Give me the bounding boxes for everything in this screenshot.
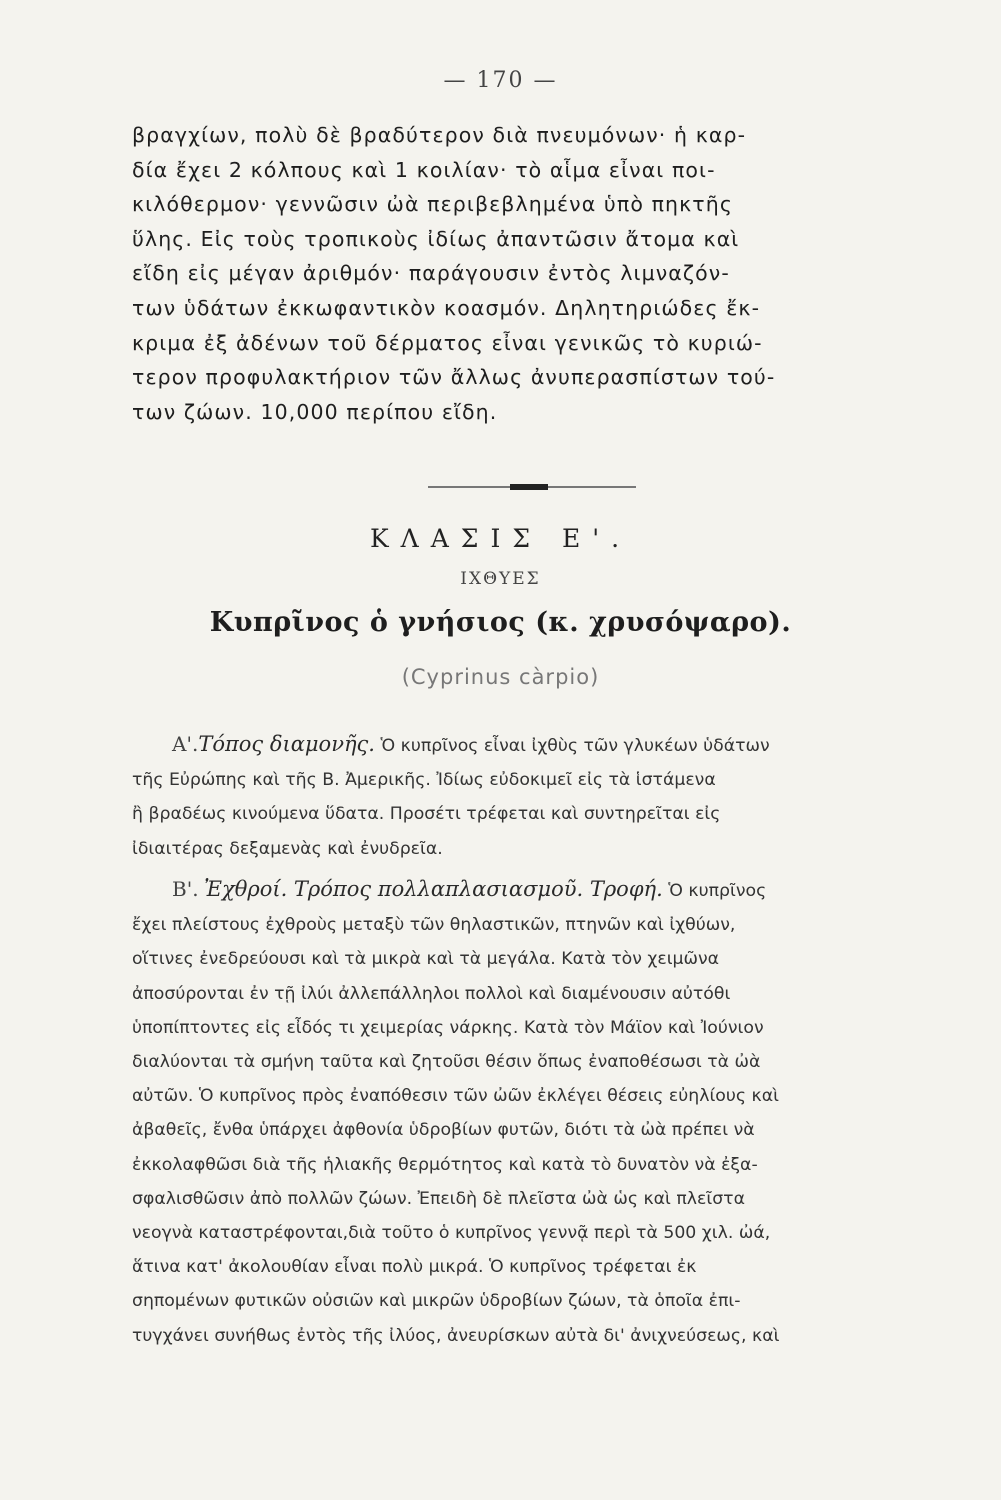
- text-line: ἀποσύρονται ἐν τῇ ἰλύι ἀλλεπάλληλοι πολλοὶ καὶ διαμένουσιν αὐτόθι: [132, 983, 731, 1004]
- section-habitat: [132, 727, 876, 866]
- section-heading: Ἐχθροί. Τρόπος πολλαπλασιασμοῦ. Τροφή.: [204, 877, 663, 901]
- text-line: ἅτινα κατ' ἀκολουθίαν εἶναι πολὺ μικρά. Ὁ κυπρῖνος τρέφεται ἐκ: [132, 1257, 697, 1278]
- latin-name: (Cyprinus càrpio): [401, 665, 600, 689]
- text-line: ἰδιαιτέρας δεξαμενὰς καὶ ἐνυδρεῖα.: [132, 838, 443, 859]
- text-line: οἵτινες ἐνεδρεύουσι καὶ τὰ μικρὰ καὶ τὰ μεγάλα. Κατὰ τὸν χειμῶνα: [132, 949, 720, 970]
- class-heading: ΚΛΑΣΙΣ Ε'.: [369, 524, 632, 553]
- section-text: Ὁ κυπρῖνος εἶναι ἰχθὺς τῶν γλυκέων ὑδάτων: [380, 736, 770, 756]
- text-line: κιλόθερμον· γεννῶσιν ὠὰ περιβεβλημένα ὑπὸ πηκτῆς: [132, 192, 733, 217]
- section-divider-ornament: [510, 484, 548, 490]
- text-line: βραγχίων, πολὺ δὲ βραδύτερον διὰ πνευμόνων· ἡ καρ-: [132, 123, 747, 147]
- text-line: σφαλισθῶσιν ἀπὸ πολλῶν ζώων. Ἐπειδὴ δὲ πλεῖστα ὠὰ ὡς καὶ πλεῖστα: [132, 1188, 745, 1209]
- species-title: Κυπρῖνος ὁ γνήσιος (κ. χρυσόψαρο).: [209, 607, 792, 638]
- section-text: Ὁ κυπρῖνος: [668, 881, 767, 901]
- page-number: — 170 —: [443, 68, 558, 93]
- text-line: ὕλης. Εἰς τοὺς τροπικοὺς ἰδίως ἀπαντῶσιν ἄτομα καὶ: [132, 226, 740, 251]
- text-line: τερον προφυλακτήριον τῶν ἄλλως ἀνυπερασπίστων τού-: [132, 365, 776, 390]
- text-line: διαλύονται τὰ σμήνη ταῦτα καὶ ζητοῦσι θέσιν ὅπως ἐναποθέσωσι τὰ ὠὰ: [132, 1052, 761, 1073]
- section-label: Β'.: [172, 877, 199, 901]
- text-line: τυγχάνει συνήθως ἐντὸς τῆς ἰλύος, ἀνευρίσκων αὐτὰ δι' ἀνιχνεύσεως, καὶ: [132, 1325, 780, 1346]
- text-line: κριμα ἐξ ἀδένων τοῦ δέρματος εἶναι γενικῶς τὸ κυριώ-: [132, 330, 763, 355]
- text-line: ἐκκολαφθῶσι διὰ τῆς ἡλιακῆς θερμότητος καὶ κατὰ τὸ δυνατὸν νὰ ἐξα-: [132, 1154, 758, 1175]
- text-line: των ὑδάτων ἐκκωφαντικὸν κοασμόν. Δηλητηριώδες ἔκ-: [132, 295, 761, 320]
- text-line: ὑποπίπτοντες εἰς εἶδός τι χειμερίας νάρκης. Κατὰ τὸν Μάϊον καὶ Ἰούνιον: [132, 1017, 764, 1038]
- text-line: ἔχει πλείστους ἐχθροὺς μεταξὺ τῶν θηλαστικῶν, πτηνῶν καὶ ἰχθύων,: [132, 915, 736, 936]
- text-line: σηπομένων φυτικῶν οὐσιῶν καὶ μικρῶν ὑδροβίων ζώων, τὰ ὁποῖα ἐπι-: [132, 1291, 741, 1312]
- class-subheading: ΙΧΘΥΕΣ: [460, 569, 541, 589]
- section-first-line: [132, 727, 876, 763]
- section-enemies-reproduction-food: [132, 872, 876, 1353]
- text-line: ἀβαθεῖς, ἔνθα ὑπάρχει ἀφθονία ὑδροβίων φυτῶν, διότι τὰ ὠὰ πρέπει νὰ: [132, 1120, 755, 1141]
- text-line: εἴδη εἰς μέγαν ἀριθμόν· παράγουσιν ἐντὸς λιμναζόν-: [132, 261, 730, 286]
- text-line: δία ἔχει 2 κόλπους καὶ 1 κοιλίαν· τὸ αἷμα εἶναι ποι-: [132, 157, 716, 182]
- text-line: αὐτῶν. Ὁ κυπρῖνος πρὸς ἐναπόθεσιν τῶν ὠῶν ἐκλέγει θέσεις εὐηλίους καὶ: [132, 1086, 779, 1107]
- section-first-line: [132, 872, 876, 908]
- text-line: νεογνὰ καταστρέφονται,διὰ τοῦτο ὁ κυπρῖνος γεννᾷ περὶ τὰ 500 χιλ. ὠά,: [132, 1223, 771, 1244]
- continuation-paragraph: [132, 118, 872, 429]
- text-line: ἢ βραδέως κινούμενα ὕδατα. Προσέτι τρέφεται καὶ συντηρεῖται εἰς: [132, 804, 721, 825]
- section-label: Α'.: [172, 732, 199, 756]
- section-heading: Τόπος διαμονῆς.: [198, 732, 375, 756]
- text-line: των ζώων. 10,000 περίπου εἴδη.: [132, 399, 498, 424]
- text-line: τῆς Εὐρώπης καὶ τῆς Β. Ἀμερικῆς. Ἰδίως εὐδοκιμεῖ εἰς τὰ ἱστάμενα: [132, 770, 716, 791]
